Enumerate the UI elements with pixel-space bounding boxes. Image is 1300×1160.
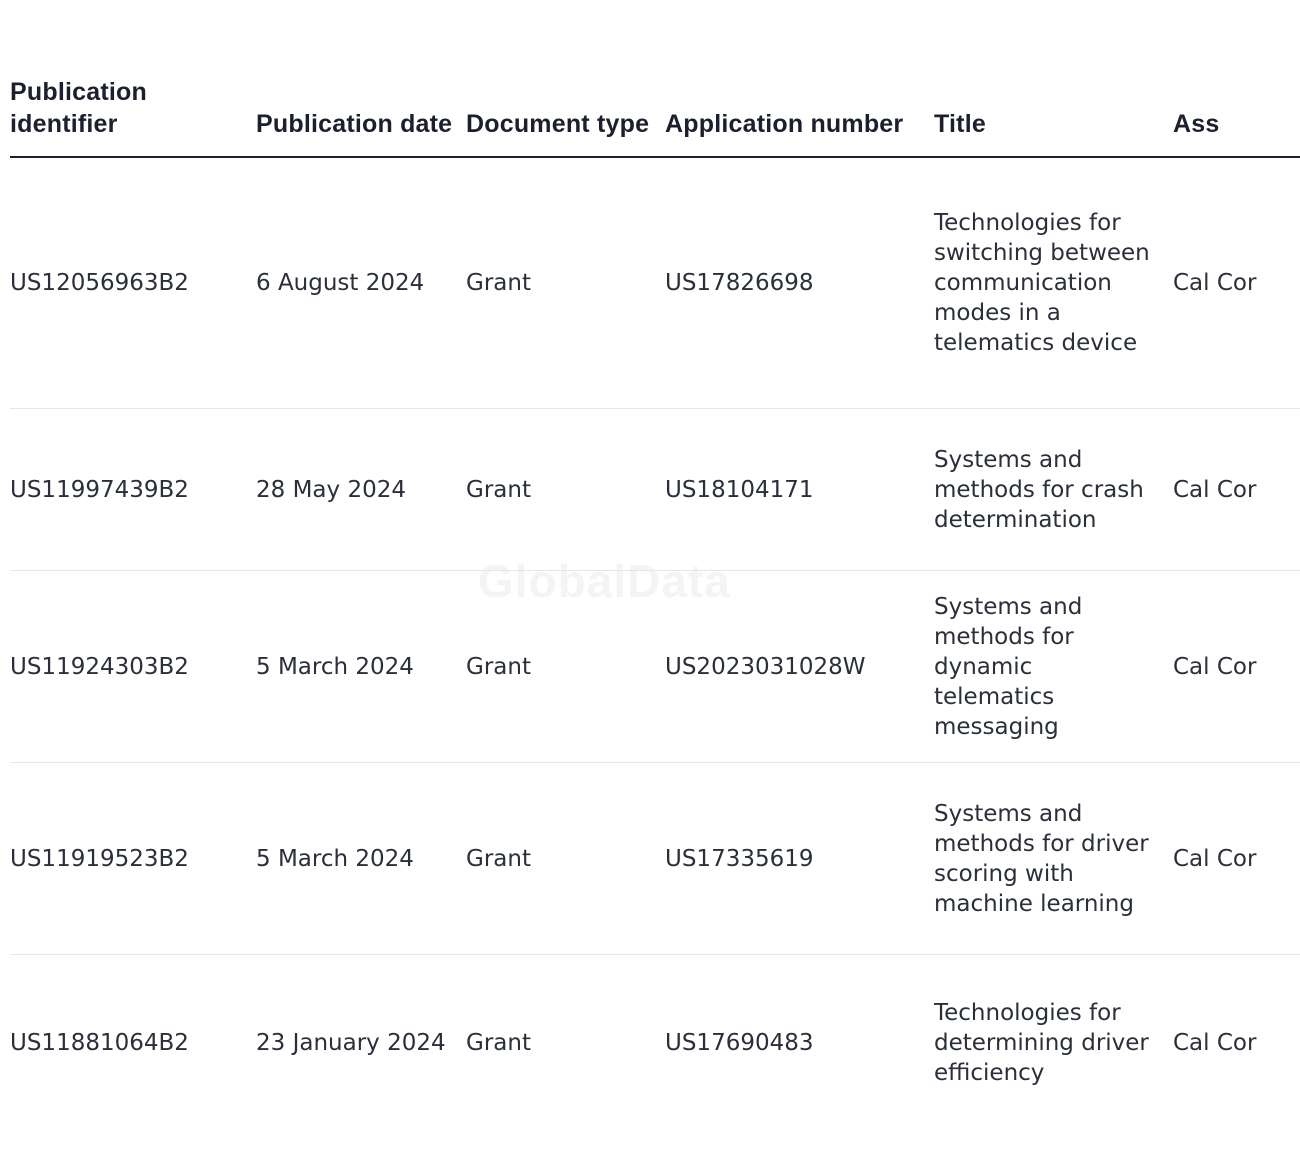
cell-publication-identifier: US12056963B2 [10, 157, 256, 409]
table-row [10, 955, 1300, 1131]
header-document-type: Document type [466, 76, 665, 157]
cell-title: Systems and methods for driver scoring with machine learning [934, 763, 1173, 955]
header-publication-identifier: Publication identifier [10, 76, 256, 157]
cell-publication-date: 28 May 2024 [256, 409, 466, 571]
cell-publication-date: 5 March 2024 [256, 763, 466, 955]
header-application-number: Application number [665, 76, 934, 157]
cell-document-type: Grant [466, 409, 665, 571]
cell-assignee: Cal Cor [1173, 409, 1300, 571]
cell-title: Technologies for switching between communication modes in a telematics device [934, 157, 1173, 409]
cell-assignee: Cal Cor [1173, 1029, 1257, 1056]
cell-assignee: Cal Cor [1173, 571, 1300, 763]
watermark: GlobalData [478, 555, 731, 607]
cell-title: Systems and methods for crash determination [934, 409, 1173, 571]
cell-assignee: Cal Cor [1173, 157, 1300, 409]
cell-application-number: US17826698 [665, 157, 934, 409]
cell-document-type: Grant [466, 1029, 531, 1056]
table-row [10, 157, 1300, 409]
header-assignee: Ass [1173, 76, 1300, 157]
patent-table-container [10, 76, 1257, 1130]
cell-title: Systems and methods for dynamic telematics messaging [934, 571, 1173, 763]
cell-publication-date: 23 January 2024 [256, 1029, 446, 1056]
table-header [10, 76, 1300, 157]
header-row [10, 76, 1300, 157]
patent-table [10, 76, 1300, 1130]
cell-application-number: US18104171 [665, 409, 934, 571]
table-row [10, 409, 1300, 571]
cell-publication-date: 5 March 2024 [256, 571, 466, 763]
cell-title: Technologies for determining driver efficiency [934, 999, 1149, 1086]
cell-publication-identifier: US11997439B2 [10, 409, 256, 571]
cell-application-number: US17690483 [665, 1029, 814, 1056]
cell-publication-identifier: US11919523B2 [10, 763, 256, 955]
cell-document-type: Grant [466, 571, 665, 763]
cell-document-type: Grant [466, 763, 665, 955]
cell-application-number: US2023031028W [665, 571, 934, 763]
header-publication-date: Publication date [256, 76, 466, 157]
cell-publication-identifier: US11924303B2 [10, 571, 256, 763]
cell-publication-identifier: US11881064B2 [10, 1029, 189, 1056]
cell-document-type: Grant [466, 157, 665, 409]
table-body [10, 157, 1300, 1130]
cell-publication-date: 6 August 2024 [256, 157, 466, 409]
cell-assignee: Cal Cor [1173, 763, 1300, 955]
table-row [10, 763, 1300, 955]
header-title: Title [934, 76, 1173, 157]
cell-application-number: US17335619 [665, 763, 934, 955]
table-row [10, 571, 1300, 763]
